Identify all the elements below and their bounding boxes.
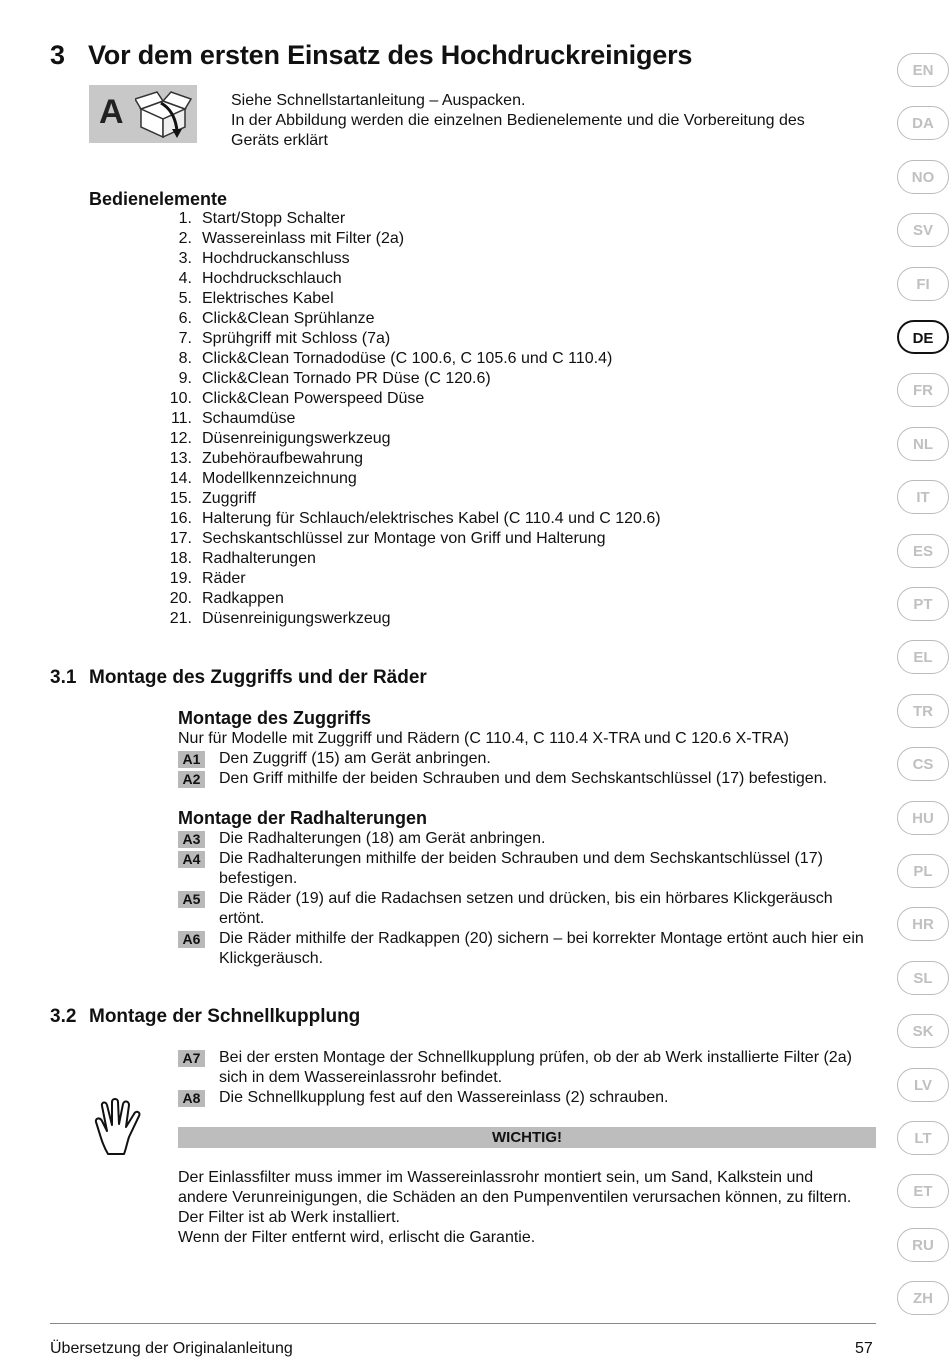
- controls-heading: Bedienelemente: [89, 189, 228, 209]
- language-tab-it[interactable]: IT: [897, 480, 949, 514]
- warning-banner: WICHTIG!: [178, 1127, 876, 1148]
- list-item: [165, 329, 661, 349]
- list-number: 11.: [170, 410, 192, 427]
- handle-assembly: [178, 708, 868, 789]
- language-tab-sk[interactable]: SK: [897, 1014, 949, 1048]
- wheels-heading: Montage der Radhalterungen: [178, 808, 428, 828]
- language-tab-sl[interactable]: SL: [897, 961, 949, 995]
- intro-text: [231, 91, 851, 151]
- list-number: 5.: [178, 290, 192, 307]
- language-tab-zh[interactable]: ZH: [897, 1281, 949, 1315]
- list-text: Düsenreinigungswerkzeug: [202, 610, 391, 627]
- section-3-1-heading: [50, 667, 427, 689]
- list-number: 17.: [169, 530, 192, 547]
- step-tag: A1: [178, 751, 205, 768]
- step-text: Die Schnellkupplung fest auf den Wassereinlass (2) schrauben.: [219, 1089, 669, 1106]
- list-number: 15.: [169, 490, 192, 507]
- list-item: [165, 389, 661, 409]
- list-number: 13.: [169, 450, 192, 467]
- list-text: Schaumdüse: [202, 410, 296, 427]
- list-text: Hochdruckschlauch: [202, 270, 342, 287]
- warning-text: [178, 1168, 858, 1248]
- page-title: [50, 40, 692, 71]
- step-text: Die Räder (19) auf die Radachsen setzen und drücken, bis ein hörbares Klickgeräusch ertönt.: [219, 890, 833, 927]
- step-item: [178, 829, 868, 849]
- list-item: [165, 609, 661, 629]
- step-tag: A4: [178, 851, 205, 868]
- list-item: [165, 529, 661, 549]
- list-number: 20.: [169, 590, 192, 607]
- language-tab-lv[interactable]: LV: [897, 1068, 949, 1102]
- chapter-title: Vor dem ersten Einsatz des Hochdruckreinigers: [88, 40, 693, 70]
- controls-list: [165, 209, 661, 629]
- list-number: 16.: [169, 510, 192, 527]
- language-tab-da[interactable]: DA: [897, 106, 949, 140]
- step-item: [178, 749, 868, 769]
- list-item: [165, 409, 661, 429]
- list-text: Sprühgriff mit Schloss (7a): [202, 330, 391, 347]
- step-tag: A7: [178, 1050, 205, 1067]
- step-text: Den Zuggriff (15) am Gerät anbringen.: [219, 750, 491, 767]
- list-number: 18.: [169, 550, 192, 567]
- list-text: Elektrisches Kabel: [202, 290, 334, 307]
- list-number: 3.: [178, 250, 192, 267]
- unpack-box-icon: [135, 89, 193, 141]
- step-tag: A6: [178, 931, 205, 948]
- step-text: Bei der ersten Montage der Schnellkupplung prüfen, ob der ab Werk installierte Filter (2a) sich in dem Wassereinlassrohr befindet.: [219, 1049, 852, 1086]
- list-text: Wassereinlass mit Filter (2a): [202, 230, 405, 247]
- list-text: Hochdruckanschluss: [202, 250, 350, 267]
- list-item: [165, 449, 661, 469]
- language-tab-et[interactable]: ET: [897, 1174, 949, 1208]
- section-title: Montage der Schnellkupplung: [89, 1006, 361, 1027]
- coupling-steps: [178, 1048, 868, 1108]
- list-text: Click&Clean Powerspeed Düse: [202, 390, 425, 407]
- language-tab-fr[interactable]: FR: [897, 373, 949, 407]
- language-tab-de[interactable]: DE: [897, 320, 949, 354]
- step-text: Die Radhalterungen mithilfe der beiden Schrauben und dem Sechskantschlüssel (17) befestigen.: [219, 850, 823, 887]
- list-item: [165, 309, 661, 329]
- list-item: [165, 429, 661, 449]
- list-text: Start/Stopp Schalter: [202, 210, 346, 227]
- list-number: 21.: [169, 610, 192, 627]
- figure-a-badge: [89, 85, 197, 143]
- wheel-assembly: [178, 808, 868, 969]
- list-text: Click&Clean Tornado PR Düse (C 120.6): [202, 370, 491, 387]
- language-tab-el[interactable]: EL: [897, 640, 949, 674]
- list-text: Düsenreinigungswerkzeug: [202, 430, 391, 447]
- coupling-steps-block: [178, 1048, 868, 1108]
- language-tab-tr[interactable]: TR: [897, 694, 949, 728]
- list-number: 4.: [178, 270, 192, 287]
- figure-letter: A: [99, 93, 124, 131]
- list-number: 14.: [169, 470, 192, 487]
- section-title: Montage des Zuggriffs und der Räder: [89, 667, 427, 688]
- handle-heading: Montage des Zuggriffs: [178, 708, 371, 728]
- language-tab-sv[interactable]: SV: [897, 213, 949, 247]
- step-tag: A2: [178, 771, 205, 788]
- list-item: [165, 369, 661, 389]
- list-item: [165, 469, 661, 489]
- step-item: [178, 929, 868, 969]
- language-tab-fi[interactable]: FI: [897, 267, 949, 301]
- list-number: 19.: [169, 570, 192, 587]
- language-tab-pt[interactable]: PT: [897, 587, 949, 621]
- list-number: 10.: [169, 390, 192, 407]
- list-text: Räder: [202, 570, 246, 587]
- handle-note: Nur für Modelle mit Zuggriff und Rädern (C 110.4, C 110.4 X-TRA und C 120.6 X-TRA): [178, 730, 789, 747]
- list-item: [165, 509, 661, 529]
- language-tab-hr[interactable]: HR: [897, 907, 949, 941]
- step-item: [178, 1088, 868, 1108]
- step-text: Die Radhalterungen (18) am Gerät anbringen.: [219, 830, 546, 847]
- step-text: Den Griff mithilfe der beiden Schrauben und dem Sechskantschlüssel (17) befestigen.: [219, 770, 828, 787]
- language-tab-lt[interactable]: LT: [897, 1121, 949, 1155]
- language-tab-ru[interactable]: RU: [897, 1228, 949, 1262]
- list-item: [165, 229, 661, 249]
- intro-line: Siehe Schnellstartanleitung – Auspacken.: [231, 92, 526, 109]
- list-text: Zuggriff: [202, 490, 256, 507]
- list-text: Halterung für Schlauch/elektrisches Kabel (C 110.4 und C 120.6): [202, 510, 661, 527]
- list-number: 6.: [178, 310, 192, 327]
- step-tag: A8: [178, 1090, 205, 1107]
- warning-paragraph: Wenn der Filter entfernt wird, erlischt die Garantie.: [178, 1229, 536, 1246]
- step-tag: A5: [178, 891, 205, 908]
- section-number: 3.1: [50, 667, 77, 688]
- footer-text: Übersetzung der Originalanleitung: [50, 1340, 293, 1357]
- list-item: [165, 289, 661, 309]
- list-number: 12.: [169, 430, 192, 447]
- list-text: Click&Clean Sprühlanze: [202, 310, 375, 327]
- warning-paragraph: Der Einlassfilter muss immer im Wassereinlassrohr montiert sein, um Sand, Kalkstein und andere Verunreinigungen, die Schäden an den Pumpenventilen verursachen können, zu filtern. Der Filter ist ab Werk installiert.: [178, 1169, 852, 1226]
- language-tab-pl[interactable]: PL: [897, 854, 949, 888]
- language-tab-cs[interactable]: CS: [897, 747, 949, 781]
- list-number: 7.: [178, 330, 192, 347]
- list-item: [165, 349, 661, 369]
- list-item: [165, 549, 661, 569]
- language-tab-es[interactable]: ES: [897, 534, 949, 568]
- language-tab-no[interactable]: NO: [897, 160, 949, 194]
- list-text: Zubehöraufbewahrung: [202, 450, 364, 467]
- language-tab-en[interactable]: EN: [897, 53, 949, 87]
- hand-warning-icon: [92, 1098, 152, 1158]
- list-text: Click&Clean Tornadodüse (C 100.6, C 105.6 und C 110.4): [202, 350, 613, 367]
- step-item: [178, 769, 868, 789]
- step-item: [178, 1048, 868, 1088]
- section-3-2-heading: [50, 1006, 360, 1028]
- list-item: [165, 569, 661, 589]
- page-number: 57: [855, 1340, 873, 1357]
- handle-steps: [178, 749, 868, 789]
- list-item: [165, 249, 661, 269]
- language-tab-nl[interactable]: NL: [897, 427, 949, 461]
- chapter-number: 3: [50, 40, 65, 70]
- list-number: 1.: [178, 210, 192, 227]
- list-item: [165, 589, 661, 609]
- list-number: 2.: [178, 230, 192, 247]
- list-item: [165, 269, 661, 289]
- wheels-steps: [178, 829, 868, 969]
- step-item: [178, 889, 868, 929]
- intro-line: In der Abbildung werden die einzelnen Bedienelemente und die Vorbereitung des Geräts erklärt: [231, 112, 805, 149]
- step-tag: A3: [178, 831, 205, 848]
- language-tab-hu[interactable]: HU: [897, 801, 949, 835]
- list-number: 9.: [178, 370, 192, 387]
- section-number: 3.2: [50, 1006, 77, 1027]
- step-text: Die Räder mithilfe der Radkappen (20) sichern – bei korrekter Montage ertönt auch hier ein Klickgeräusch.: [219, 930, 864, 967]
- list-item: [165, 209, 661, 229]
- list-text: Sechskantschlüssel zur Montage von Griff und Halterung: [202, 530, 606, 547]
- list-number: 8.: [178, 350, 192, 367]
- list-text: Radhalterungen: [202, 550, 316, 567]
- list-text: Radkappen: [202, 590, 284, 607]
- footer-rule: [50, 1323, 876, 1324]
- list-text: Modellkennzeichnung: [202, 470, 357, 487]
- step-item: [178, 849, 868, 889]
- list-item: [165, 489, 661, 509]
